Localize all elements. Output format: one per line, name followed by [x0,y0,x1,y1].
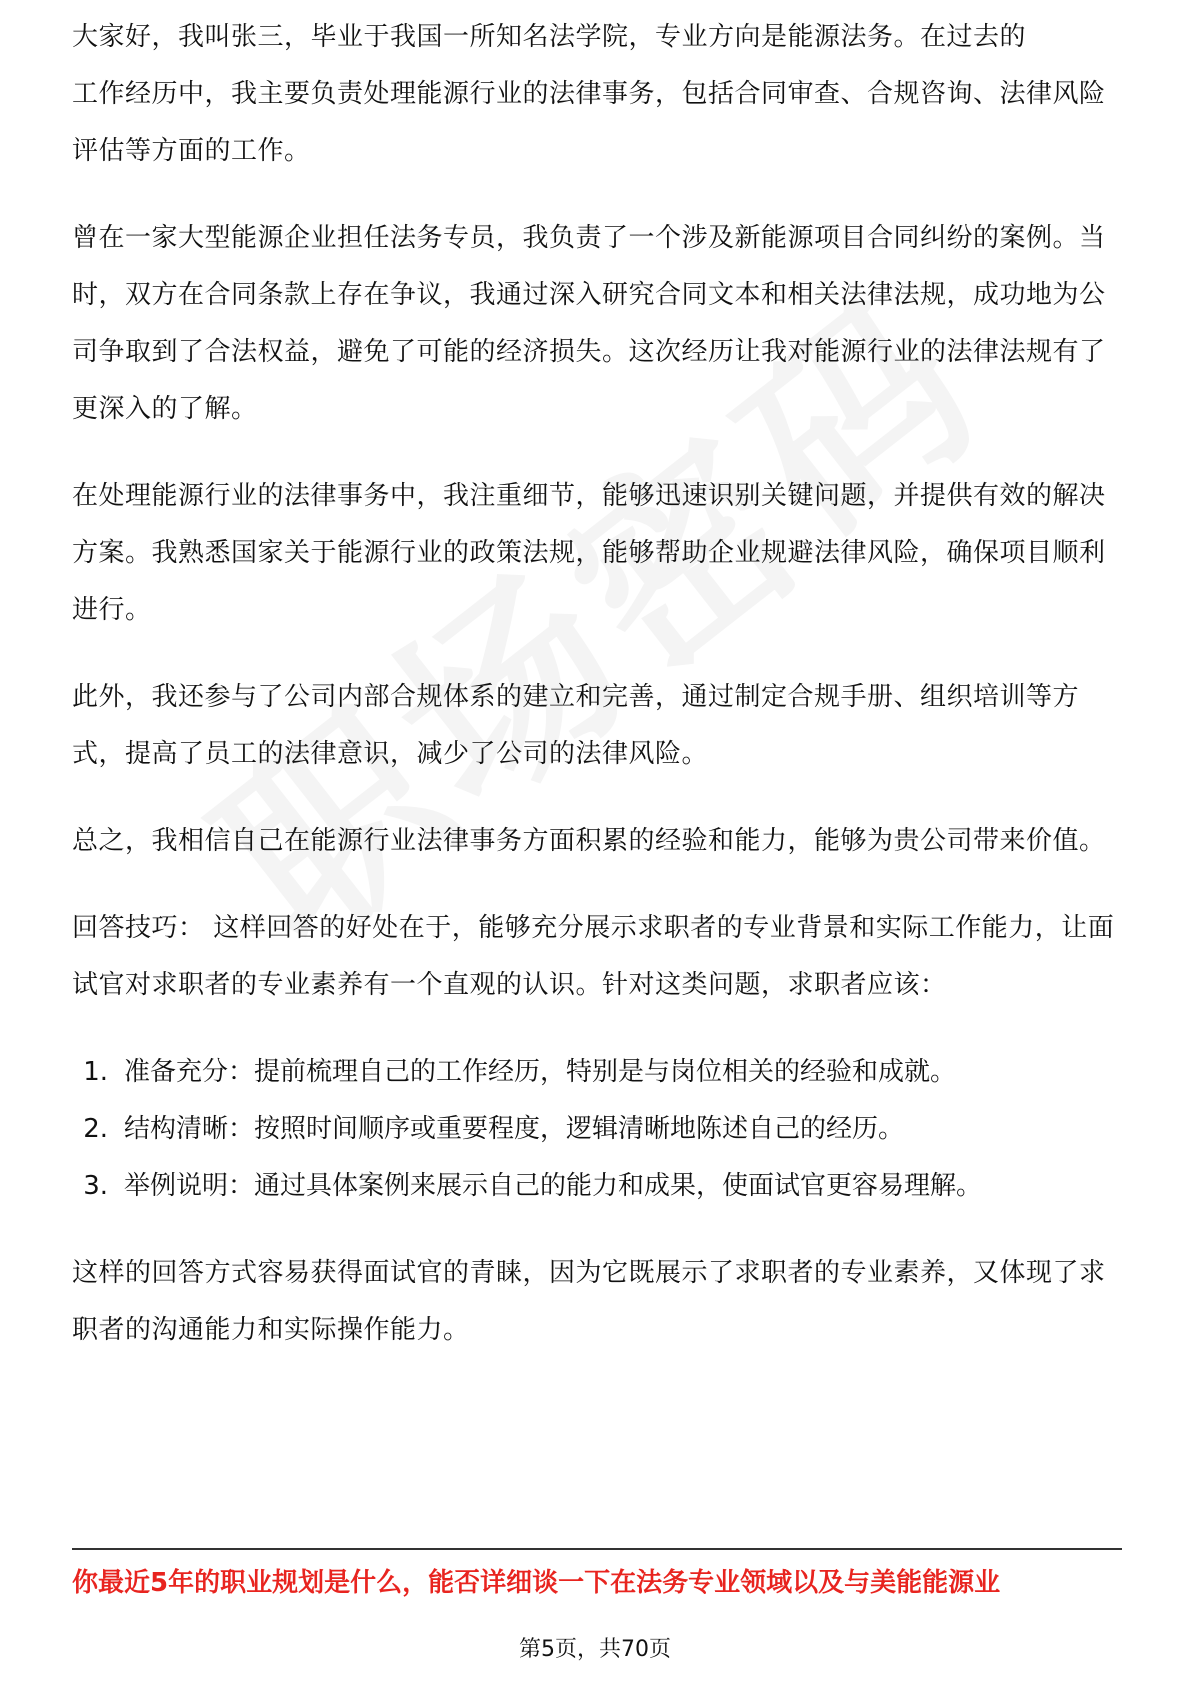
answer-body [72,20,1122,1389]
paragraph-5: 总之，我相信自己在能源行业法律事务方面积累的经验和能力，能够为贵公司带来价值。 [72,826,1106,856]
next-question-heading: 你最近5年的职业规划是什么，能否详细谈一下在法务专业领域以及与美能能源业 [72,1568,1001,1598]
page-number: 第5页，共70页 [519,1637,671,1662]
paragraph-clipped: 大家好，我叫张三，毕业于我国一所知名法学院，专业方向是能源法务。在过去的 [72,22,1027,52]
paragraph-3: 在处理能源行业的法律事务中，我注重细节，能够迅速识别关键问题，并提供有效的解决方案。我熟悉国家关于能源行业的政策法规，能够帮助企业规避法律风险，确保项目顺利进行。 [72,481,1106,625]
closing-paragraph: 这样的回答方式容易获得面试官的青睐，因为它既展示了求职者的专业素养，又体现了求职者的沟通能力和实际操作能力。 [72,1258,1106,1345]
section-divider [72,1548,1122,1550]
paragraph-1: 工作经历中，我主要负责处理能源行业的法律事务，包括合同审查、合规咨询、法律风险评估等方面的工作。 [72,79,1106,166]
tips-list [72,1044,1122,1215]
answer-tips-intro: 回答技巧： 这样回答的好处在于，能够充分展示求职者的专业背景和实际工作能力，让面试官对求职者的专业素养有一个直观的认识。针对这类问题，求职者应该： [72,913,1115,1000]
paragraph-4: 此外，我还参与了公司内部合规体系的建立和完善，通过制定合规手册、组织培训等方式，提高了员工的法律意识，减少了公司的法律风险。 [72,682,1080,769]
list-item [72,1158,1122,1215]
list-item [72,1044,1122,1101]
list-text: 结构清晰：按照时间顺序或重要程度，逻辑清晰地陈述自己的经历。 [124,1114,905,1144]
list-number: 2. [83,1114,108,1144]
paragraph-2: 曾在一家大型能源企业担任法务专员，我负责了一个涉及新能源项目合同纠纷的案例。当时，双方在合同条款上存在争议，我通过深入研究合同文本和相关法律法规，成功地为公司争取到了合法权益，避免了可能的经济损失。这次经历让我对能源行业的法律法规有了更深入的了解。 [72,223,1106,424]
list-number: 1. [83,1057,108,1087]
list-text: 举例说明：通过具体案例来展示自己的能力和成果，使面试官更容易理解。 [124,1171,983,1201]
clipped-top-line [72,20,1122,66]
list-text: 准备充分：提前梳理自己的工作经历，特别是与岗位相关的经验和成就。 [124,1057,957,1087]
list-number: 3. [83,1171,108,1201]
list-item [72,1101,1122,1158]
